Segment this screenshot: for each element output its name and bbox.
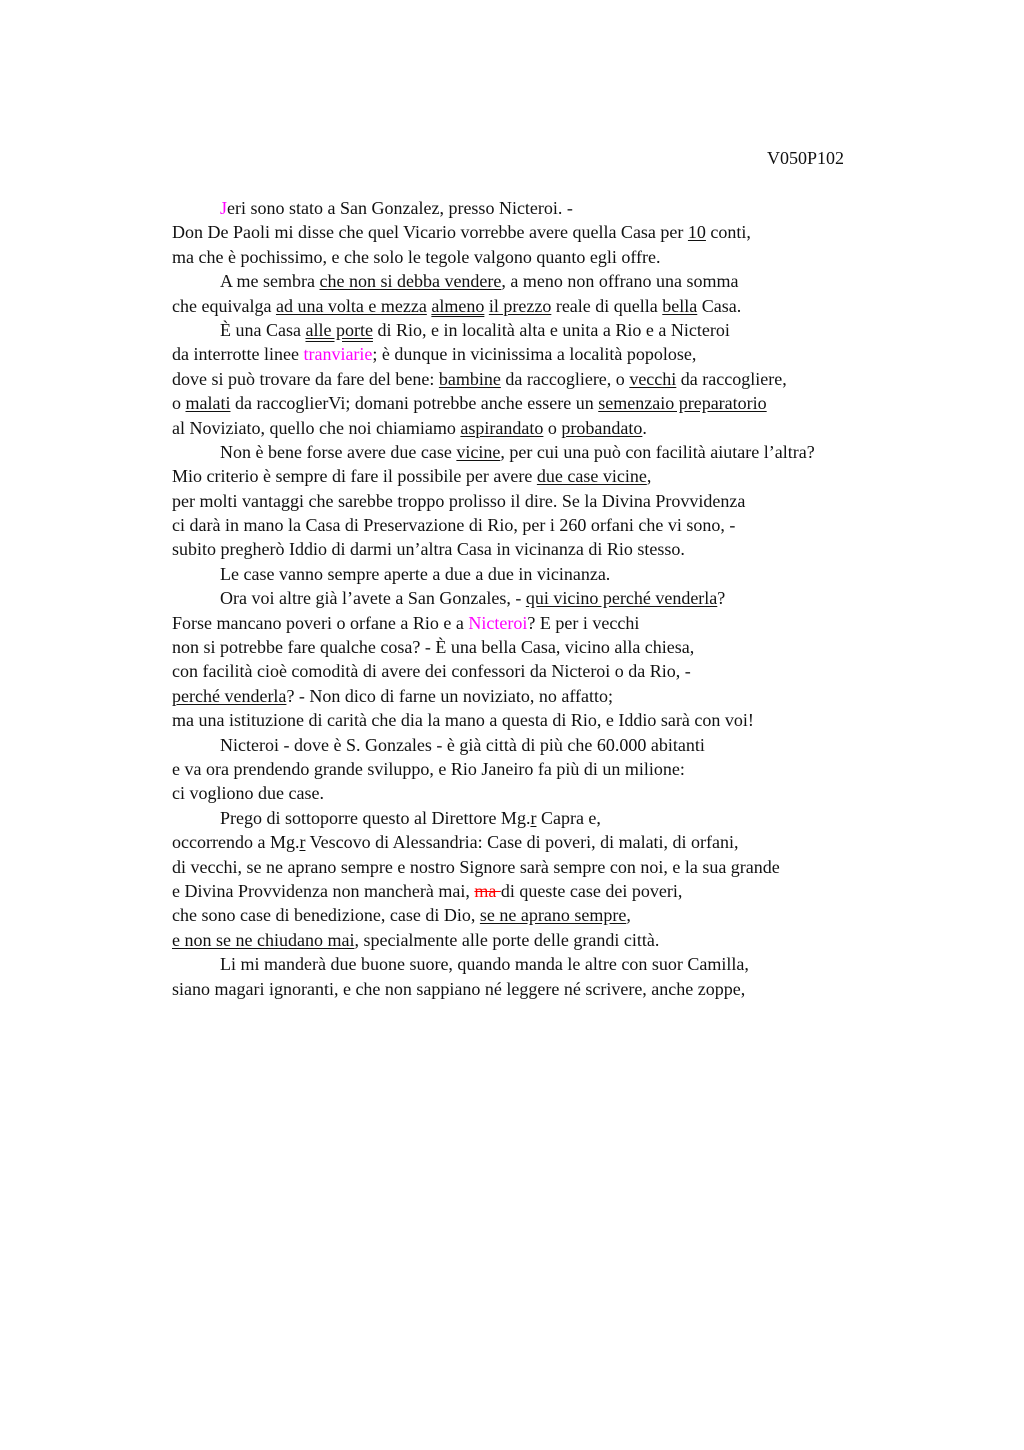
- text-run: con facilità cioè comodità di avere dei confessori da Nicteroi o da Rio, -: [172, 661, 691, 682]
- text-line: [172, 294, 952, 318]
- text-line: [172, 733, 952, 757]
- text-line: [172, 464, 952, 488]
- highlighted-text: Nicteroi: [468, 612, 528, 633]
- text-run: da raccogliere, o: [500, 368, 630, 389]
- text-run: di vecchi, se ne aprano sempre e nostro Signore sarà sempre con noi, e la sua grande: [172, 856, 780, 877]
- text-run: A me sembra: [220, 271, 320, 292]
- underlined-text: il prezzo: [488, 295, 552, 316]
- text-line: [172, 489, 952, 513]
- text-line: [172, 830, 952, 854]
- text-line: [172, 245, 952, 269]
- text-run: che equivalga: [172, 295, 276, 316]
- text-line: [172, 318, 952, 342]
- underlined-text: malati: [185, 393, 231, 414]
- text-run: Nicteroi - dove è S. Gonzales - è già città di più che 60.000 abitanti: [220, 734, 705, 755]
- double-underlined-text: almeno: [431, 295, 485, 316]
- text-run: siano magari ignoranti, e che non sappiano né leggere né scrivere, anche zoppe,: [172, 978, 746, 999]
- underlined-text: probandato: [561, 417, 643, 438]
- underlined-text: r: [299, 832, 306, 853]
- text-line: [172, 708, 952, 732]
- text-run: È una Casa: [220, 319, 306, 340]
- text-run: di Rio, e in località alta e unita a Rio e a Nicteroi: [372, 319, 730, 340]
- text-run: Forse mancano poveri o orfane a Rio e a: [172, 612, 469, 633]
- underlined-text: bella: [662, 295, 698, 316]
- text-line: [172, 537, 952, 561]
- text-run: Li mi manderà due buone suore, quando manda le altre con suor Camilla,: [220, 954, 749, 975]
- text-run: , per cui una può con facilità aiutare l’altra?: [500, 441, 815, 462]
- text-run: ma che è pochissimo, e che solo le tegole valgono quanto egli offre.: [172, 246, 661, 267]
- underlined-text: ad una volta e mezza: [275, 295, 427, 316]
- underlined-text: r: [530, 807, 537, 828]
- text-run: ,: [646, 466, 652, 487]
- underlined-text: che non si debba vendere: [319, 271, 502, 292]
- text-run: o: [543, 417, 562, 438]
- text-line: [172, 391, 952, 415]
- underlined-text: 10: [687, 222, 706, 243]
- text-run: ci vogliono due case.: [172, 783, 324, 804]
- text-line: [172, 342, 952, 366]
- text-line: [172, 416, 952, 440]
- text-line: [172, 367, 952, 391]
- text-run: conti,: [705, 222, 751, 243]
- text-run: non si potrebbe fare qualche cosa? - È una bella Casa, vicino alla chiesa,: [172, 637, 695, 658]
- text-run: Mio criterio è sempre di fare il possibile per avere: [172, 466, 537, 487]
- text-run: Ora voi altre già l’avete a San Gonzales, -: [220, 588, 526, 609]
- text-line: [172, 513, 952, 537]
- text-run: Non è bene forse avere due case: [220, 441, 457, 462]
- text-run: da interrotte linee: [172, 344, 304, 365]
- text-line: [172, 269, 952, 293]
- text-run: da raccoglierVi; domani potrebbe anche essere un: [230, 393, 599, 414]
- text-line: [172, 781, 952, 805]
- text-run: da raccogliere,: [676, 368, 787, 389]
- text-line: [172, 757, 952, 781]
- text-line: [172, 586, 952, 610]
- underlined-text: bambine: [438, 368, 501, 389]
- text-line: [172, 879, 952, 903]
- underlined-text: aspirandato: [460, 417, 544, 438]
- page-identifier: V050P102: [766, 148, 844, 168]
- text-run: ; è dunque in vicinissima a località popolose,: [372, 344, 697, 365]
- underlined-text: due case vicine: [536, 466, 647, 487]
- text-run: Le case vanno sempre aperte a due a due in vicinanza.: [220, 563, 611, 584]
- text-run: che sono case di benedizione, case di Dio,: [172, 905, 480, 926]
- text-run: Capra e,: [536, 807, 601, 828]
- text-run: ci darà in mano la Casa di Preservazione di Rio, per i 260 orfani che vi sono, -: [172, 515, 736, 536]
- underlined-text: vicine: [456, 441, 501, 462]
- text-run: , specialmente alle porte delle grandi città.: [354, 929, 660, 950]
- text-line: [172, 903, 952, 927]
- text-run: Don De Paoli mi disse che quel Vicario vorrebbe avere quella Casa per: [172, 222, 688, 243]
- text-line: [172, 440, 952, 464]
- letter-body: [172, 196, 952, 1001]
- text-run: reale di quella: [551, 295, 663, 316]
- text-line: [172, 806, 952, 830]
- text-run: , a meno non offrano una somma: [501, 271, 739, 292]
- text-run: ? - Non dico di farne un noviziato, no affatto;: [286, 685, 614, 706]
- text-run: o: [172, 393, 186, 414]
- text-line: [172, 220, 952, 244]
- text-run: ma una istituzione di carità che dia la mano a questa di Rio, e Iddio sarà con voi!: [172, 710, 754, 731]
- text-run: ?: [717, 588, 726, 609]
- underlined-text: semenzaio preparatorio: [598, 393, 767, 414]
- text-run: Vescovo di Alessandria: Case di poveri, di malati, di orfani,: [305, 832, 739, 853]
- text-line: [172, 562, 952, 586]
- text-run: e va ora prendendo grande sviluppo, e Rio Janeiro fa più di un milione:: [172, 758, 685, 779]
- text-run: ? E per i vecchi: [527, 612, 640, 633]
- text-run: Prego di sottoporre questo al Direttore Mg.: [220, 807, 531, 828]
- text-run: subito pregherò Iddio di darmi un’altra Casa in vicinanza di Rio stesso.: [172, 539, 685, 560]
- text-run: ,: [626, 905, 631, 926]
- deleted-text: ma: [474, 880, 501, 901]
- text-line: [172, 611, 952, 635]
- text-line: [172, 635, 952, 659]
- underlined-text: se ne aprano sempre: [479, 905, 627, 926]
- text-run: e Divina Provvidenza non mancherà mai,: [172, 880, 475, 901]
- underlined-text: e non se ne chiudano mai: [172, 929, 355, 950]
- double-underlined-text: alle porte: [305, 319, 373, 340]
- text-line: [172, 977, 952, 1001]
- text-line: [172, 928, 952, 952]
- text-line: [172, 684, 952, 708]
- text-run: dove si può trovare da fare del bene:: [172, 368, 439, 389]
- highlighted-text: J: [220, 198, 228, 218]
- text-line: [172, 855, 952, 879]
- text-run: eri sono stato a San Gonzalez, presso Nicteroi. -: [227, 198, 573, 218]
- underlined-text: perché venderla: [172, 685, 287, 706]
- text-run: Casa.: [697, 295, 742, 316]
- text-run: .: [642, 417, 647, 438]
- text-run: al Noviziato, quello che noi chiamiamo: [172, 417, 461, 438]
- text-run: di queste case dei poveri,: [500, 880, 683, 901]
- text-line: [172, 952, 952, 976]
- underlined-text: vecchi: [629, 368, 677, 389]
- text-run: per molti vantaggi che sarebbe troppo prolisso il dire. Se la Divina Provvidenza: [172, 490, 746, 511]
- text-line: [172, 659, 952, 683]
- text-line: [172, 196, 952, 220]
- text-run: occorrendo a Mg.: [172, 832, 300, 853]
- highlighted-text: tranviarie: [303, 344, 373, 365]
- underlined-text: qui vicino perché venderla: [525, 588, 718, 609]
